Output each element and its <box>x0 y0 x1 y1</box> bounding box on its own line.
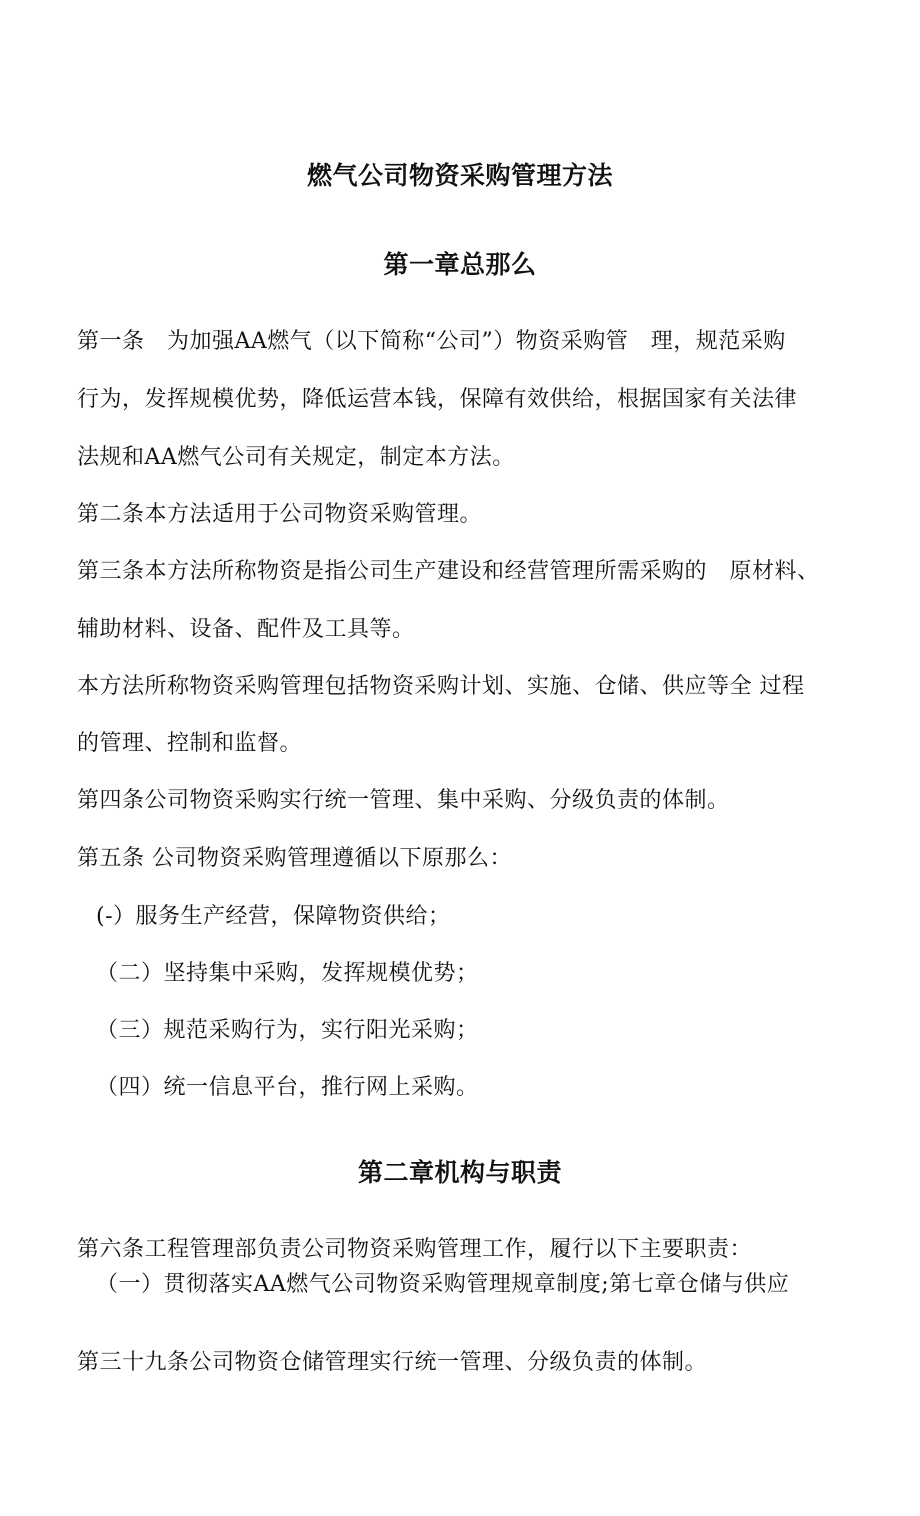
chapter-2-heading: 第二章机构与职责 <box>357 1158 562 1187</box>
principle-item-2: （二）坚持集中采购，发挥规模优势； <box>96 961 479 986</box>
scope-paragraph-line-1: 本方法所称物资采购管理包括物资采购计划、实施、仓储、供应等全 过程 <box>77 674 805 699</box>
article-1-line-1: 第一条 为加强AA燃气（以下简称“公司”）物资采购管 理，规范采购 <box>77 329 786 354</box>
article-1-line-2: 行为，发挥规模优势，降低运营本钱，保障有效供给，根据国家有关法律 <box>77 387 798 412</box>
scope-paragraph-line-2: 的管理、控制和监督。 <box>77 731 303 756</box>
article-6: 第六条工程管理部负责公司物资采购管理工作，履行以下主要职责： <box>77 1237 753 1262</box>
article-5: 第五条 公司物资采购管理遵循以下原那么： <box>77 846 512 871</box>
principle-item-1: (-）服务生产经营，保障物资供给； <box>96 904 451 929</box>
principle-item-3: （三）规范采购行为，实行阳光采购； <box>96 1018 479 1043</box>
chapter-1-heading: 第一章总那么 <box>383 250 537 279</box>
article-39: 第三十九条公司物资仓储管理实行统一管理、分级负责的体制。 <box>77 1350 708 1375</box>
principle-item-4: （四）统一信息平台，推行网上采购。 <box>96 1075 479 1100</box>
article-3-line-1: 第三条本方法所称物资是指公司生产建设和经营管理所需采购的 原材料、 <box>77 559 820 584</box>
article-4: 第四条公司物资采购实行统一管理、集中采购、分级负责的体制。 <box>77 788 730 813</box>
article-1-line-3: 法规和AA燃气公司有关规定，制定本方法。 <box>77 445 515 470</box>
article-3-line-2: 辅助材料、设备、配件及工具等。 <box>77 617 415 642</box>
article-2: 第二条本方法适用于公司物资采购管理。 <box>77 502 483 527</box>
article-6-item-1: （一）贯彻落实AA燃气公司物资采购管理规章制度;第七章仓储与供应 <box>96 1272 790 1297</box>
document-title: 燃气公司物资采购管理方法 <box>306 161 613 190</box>
